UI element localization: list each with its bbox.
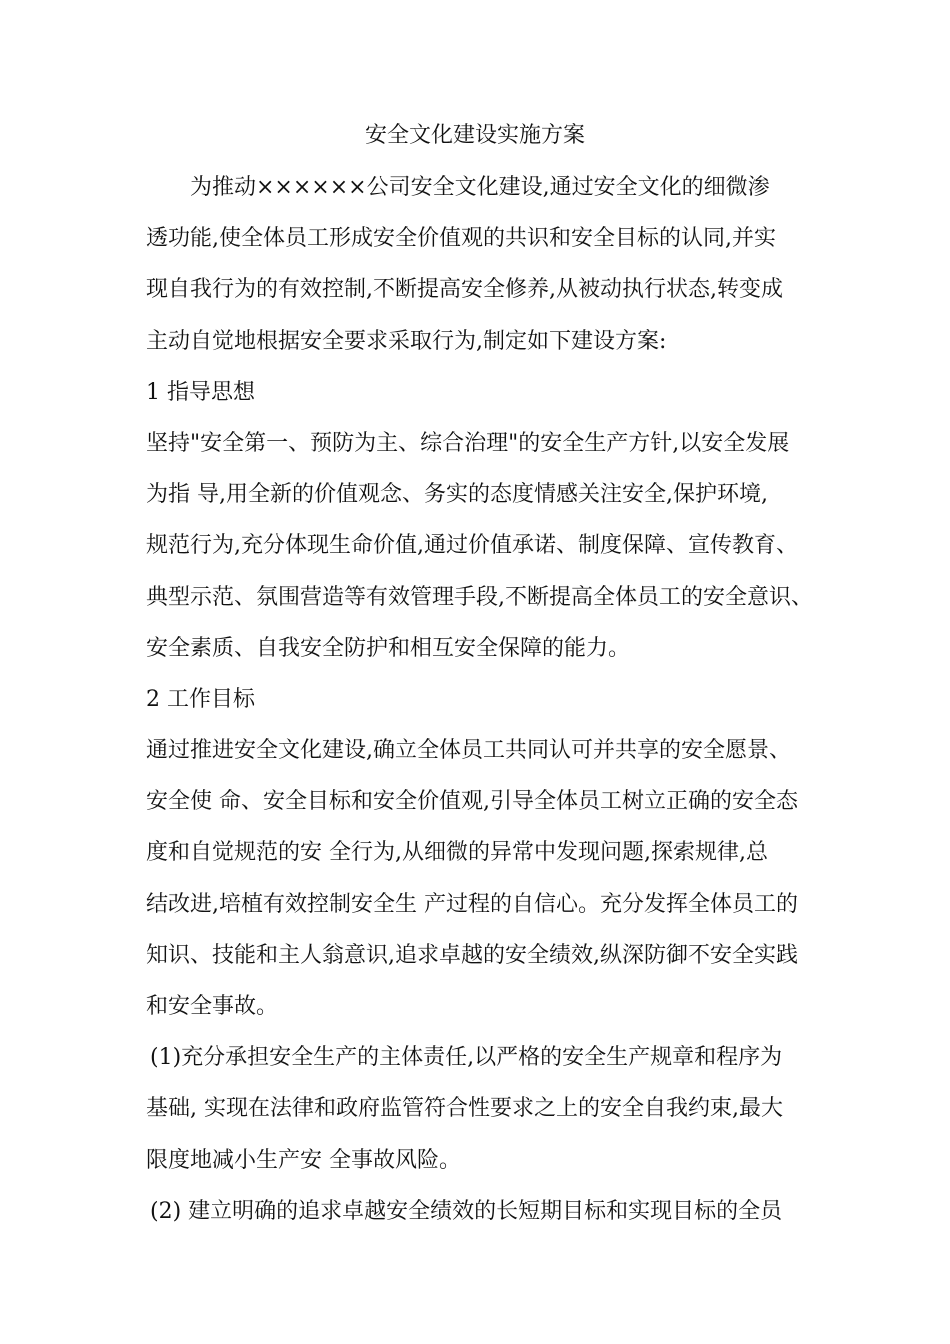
paragraph-guiding-line-3: 规范行为,充分体现生命价值,通过价值承诺、制度保障、宣传教育、 [146,533,798,559]
list-item-2-line-1: (2) 建立明确的追求卓越安全绩效的长短期目标和实现目标的全员 [150,1198,783,1224]
paragraph-intro-line-4: 主动自觉地根据安全要求采取行为,制定如下建设方案: [146,328,667,354]
paragraph-goals-line-3: 度和自觉规范的安 全行为,从细微的异常中发现问题,探索规律,总 [146,840,768,866]
paragraph-goals-line-1: 通过推进安全文化建设,确立全体员工共同认可并共享的安全愿景、 [146,738,791,764]
paragraph-goals-line-6: 和安全事故。 [146,994,279,1019]
list-item-1-line-3: 限度地减小生产安 全事故风险。 [146,1147,461,1173]
paragraph-goals-line-5: 知识、技能和主人翁意识,追求卓越的安全绩效,纵深防御不安全实践 [146,942,798,968]
paragraph-guiding-line-4: 典型示范、氛围营造等有效管理手段,不断提高全体员工的安全意识、 [146,584,813,610]
document-title: 安全文化建设实施方案 [364,123,585,148]
paragraph-intro-line-3: 现自我行为的有效控制,不断提高安全修养,从被动执行状态,转变成 [146,277,783,303]
paragraph-goals-line-2: 安全使 命、安全目标和安全价值观,引导全体员工树立正确的安全态 [146,789,798,815]
paragraph-goals-line-4: 结改进,培植有效控制安全生 产过程的自信心。充分发挥全体员工的 [146,891,798,917]
document-body [146,162,814,1237]
section-heading-work-goals: 2 工作目标 [146,686,255,712]
list-item-1-line-1: (1)充分承担安全生产的主体责任,以严格的安全生产规章和程序为 [150,1045,783,1071]
paragraph-guiding-line-1: 坚持"安全第一、预防为主、综合治理"的安全生产方针,以安全发展 [146,430,790,456]
paragraph-guiding-line-5: 安全素质、自我安全防护和相互安全保障的能力。 [146,635,631,661]
paragraph-intro-line-1: 为推动××××××公司安全文化建设,通过安全文化的细微渗 [190,175,770,200]
section-heading-guiding-ideology: 1 指导思想 [146,379,255,405]
list-item-1-line-2: 基础, 实现在法律和政府监管符合性要求之上的安全自我约束,最大 [146,1096,783,1122]
paragraph-guiding-line-2: 为指 导,用全新的价值观念、务实的态度情感关注安全,保护环境, [146,482,768,508]
paragraph-intro-line-2: 透功能,使全体员工形成安全价值观的共识和安全目标的认同,并实 [146,226,776,252]
